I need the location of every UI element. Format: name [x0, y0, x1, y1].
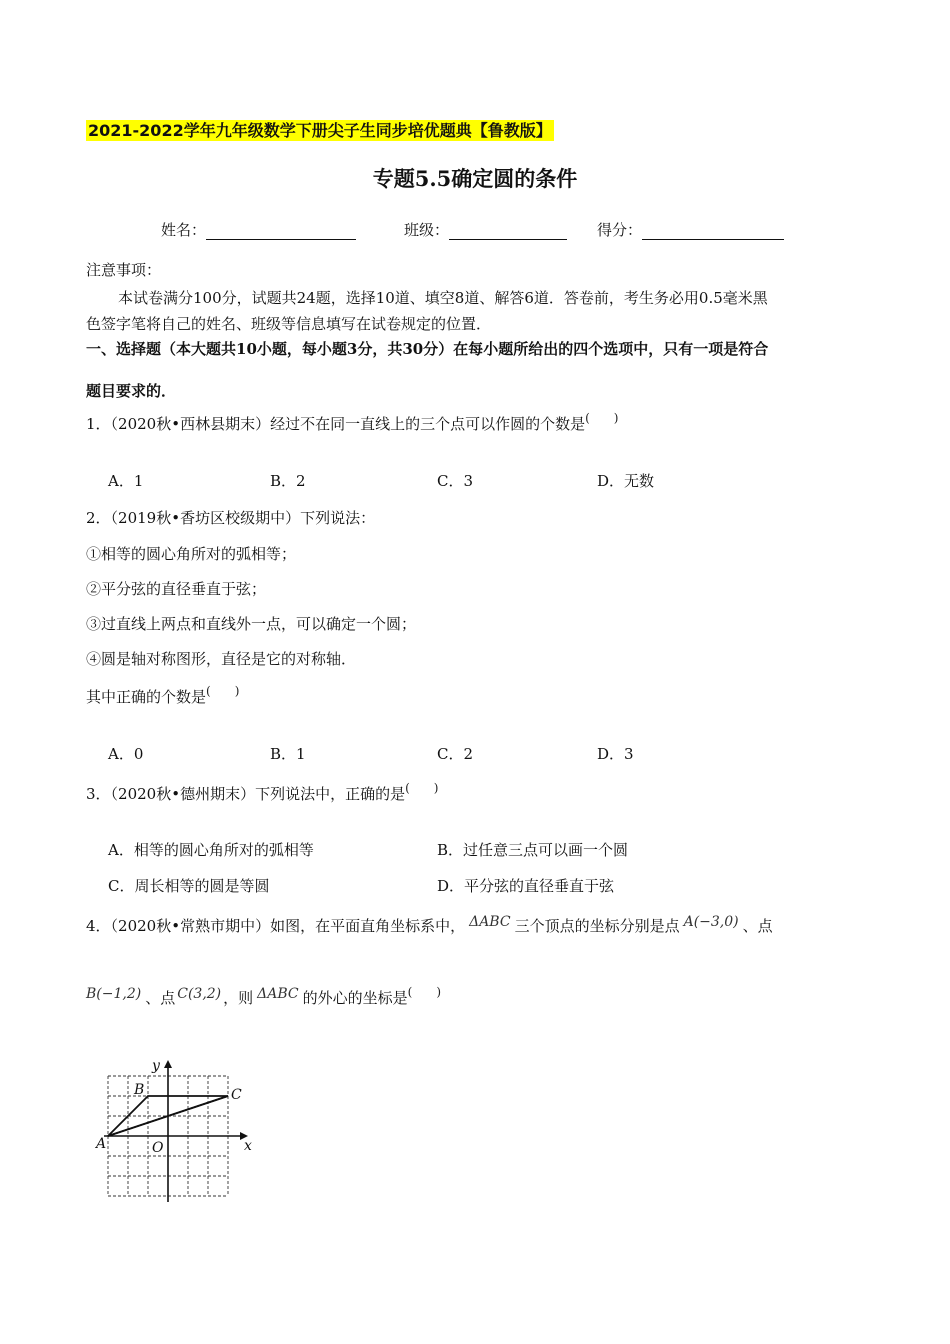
question-1-stem — [86, 413, 618, 434]
question-3-option-b[interactable]: B．过任意三点可以画一个圆 — [437, 841, 629, 859]
answer-paren: ( ) — [585, 411, 619, 425]
question-3-text: 3．（2020秋•德州期末）下列说法中，正确的是 — [86, 785, 406, 803]
question-3-option-d[interactable]: D．平分弦的直径垂直于弦 — [437, 877, 615, 895]
section-1-heading-line-2: 题目要求的． — [86, 382, 177, 400]
question-4-text-e: ，则 — [223, 989, 254, 1007]
class-label: 班级： — [404, 221, 450, 239]
coordinate-figure — [86, 1040, 266, 1210]
notice-heading: 注意事项： — [86, 261, 162, 279]
question-1-text: 1．（2020秋•西林县期末）经过不在同一直线上的三个点可以作圆的个数是 — [86, 415, 586, 433]
score-blank[interactable] — [642, 225, 784, 240]
label-y-axis: y — [152, 1058, 160, 1074]
name-label: 姓名： — [161, 221, 207, 239]
question-1-option-a[interactable]: A．1 — [108, 472, 144, 490]
section-1-heading-line-1: 一、选择题（本大题共10小题，每小题3分，共30分）在每小题所给出的四个选项中，只有一项是符合 — [86, 340, 769, 358]
label-c: C — [231, 1087, 242, 1103]
question-4-text-c: 、点 — [742, 917, 773, 935]
question-3-stem — [86, 783, 438, 804]
question-2-ask — [86, 686, 239, 707]
question-2-option-b[interactable]: B．1 — [270, 745, 306, 763]
question-2-statement-3: ③过直线上两点和直线外一点，可以确定一个圆； — [86, 615, 417, 633]
question-3-option-c[interactable]: C．周长相等的圆是等圆 — [108, 877, 270, 895]
question-2-statement-1: ①相等的圆心角所对的弧相等； — [86, 545, 297, 563]
question-1-option-c[interactable]: C．3 — [437, 472, 474, 490]
name-field[interactable] — [161, 219, 356, 240]
score-field[interactable] — [597, 219, 784, 240]
question-4-stem-line-2 — [86, 987, 441, 1008]
label-x-axis: x — [244, 1138, 252, 1154]
question-2-statement-4: ④圆是轴对称图形，直径是它的对称轴． — [86, 650, 357, 668]
class-field[interactable] — [404, 219, 567, 240]
triangle-abc-symbol: ΔABC — [257, 986, 299, 1002]
question-4-text-d: 、点 — [145, 989, 176, 1007]
question-4-stem-line-1 — [86, 915, 773, 936]
notice-line-2: 色签字笔将自己的姓名、班级等信息填写在试卷规定的位置． — [86, 315, 492, 333]
score-label: 得分： — [597, 221, 643, 239]
question-4-text-a: 4．（2020秋•常熟市期中）如图，在平面直角坐标系中， — [86, 917, 466, 935]
question-2-stem: 2．（2019秋•香坊区校级期中）下列说法： — [86, 509, 376, 527]
question-2-statement-2: ②平分弦的直径垂直于弦； — [86, 580, 267, 598]
answer-paren: ( ) — [405, 781, 439, 795]
question-2-option-c[interactable]: C．2 — [437, 745, 474, 763]
question-3-option-a[interactable]: A．相等的圆心角所对的弧相等 — [108, 841, 314, 859]
point-a-coord: A(−3,0) — [683, 914, 739, 930]
question-1-option-b[interactable]: B．2 — [270, 472, 306, 490]
point-b-coord: B(−1,2) — [86, 986, 142, 1002]
triangle-abc-symbol: ΔABC — [469, 914, 511, 930]
class-blank[interactable] — [449, 225, 567, 240]
question-2-ask-text: 其中正确的个数是 — [86, 688, 207, 706]
point-c-coord: C(3,2) — [177, 986, 222, 1002]
series-title: 2021-2022学年九年级数学下册尖子生同步培优题典【鲁教版】 — [88, 121, 552, 140]
name-blank[interactable] — [206, 225, 356, 240]
question-1-option-d[interactable]: D．无数 — [597, 472, 655, 490]
question-4-text-f: 的外心的坐标是 — [302, 989, 408, 1007]
label-origin: O — [152, 1140, 164, 1156]
label-b: B — [134, 1082, 145, 1098]
question-2-option-a[interactable]: A．0 — [108, 745, 144, 763]
answer-paren: ( ) — [407, 985, 442, 999]
series-title-banner — [86, 118, 554, 141]
answer-paren: ( ) — [206, 684, 240, 698]
question-4-text-b: 三个顶点的坐标分别是点 — [514, 917, 680, 935]
label-a: A — [96, 1136, 107, 1152]
y-axis-arrow — [164, 1060, 172, 1068]
page-title: 专题5.5确定圆的条件 — [372, 166, 578, 191]
notice-line-1: 本试卷满分100分，试题共24题，选择10道、填空8道、解答6道．答卷前，考生务必用0.5毫米黑 — [118, 289, 768, 307]
question-2-option-d[interactable]: D．3 — [597, 745, 634, 763]
